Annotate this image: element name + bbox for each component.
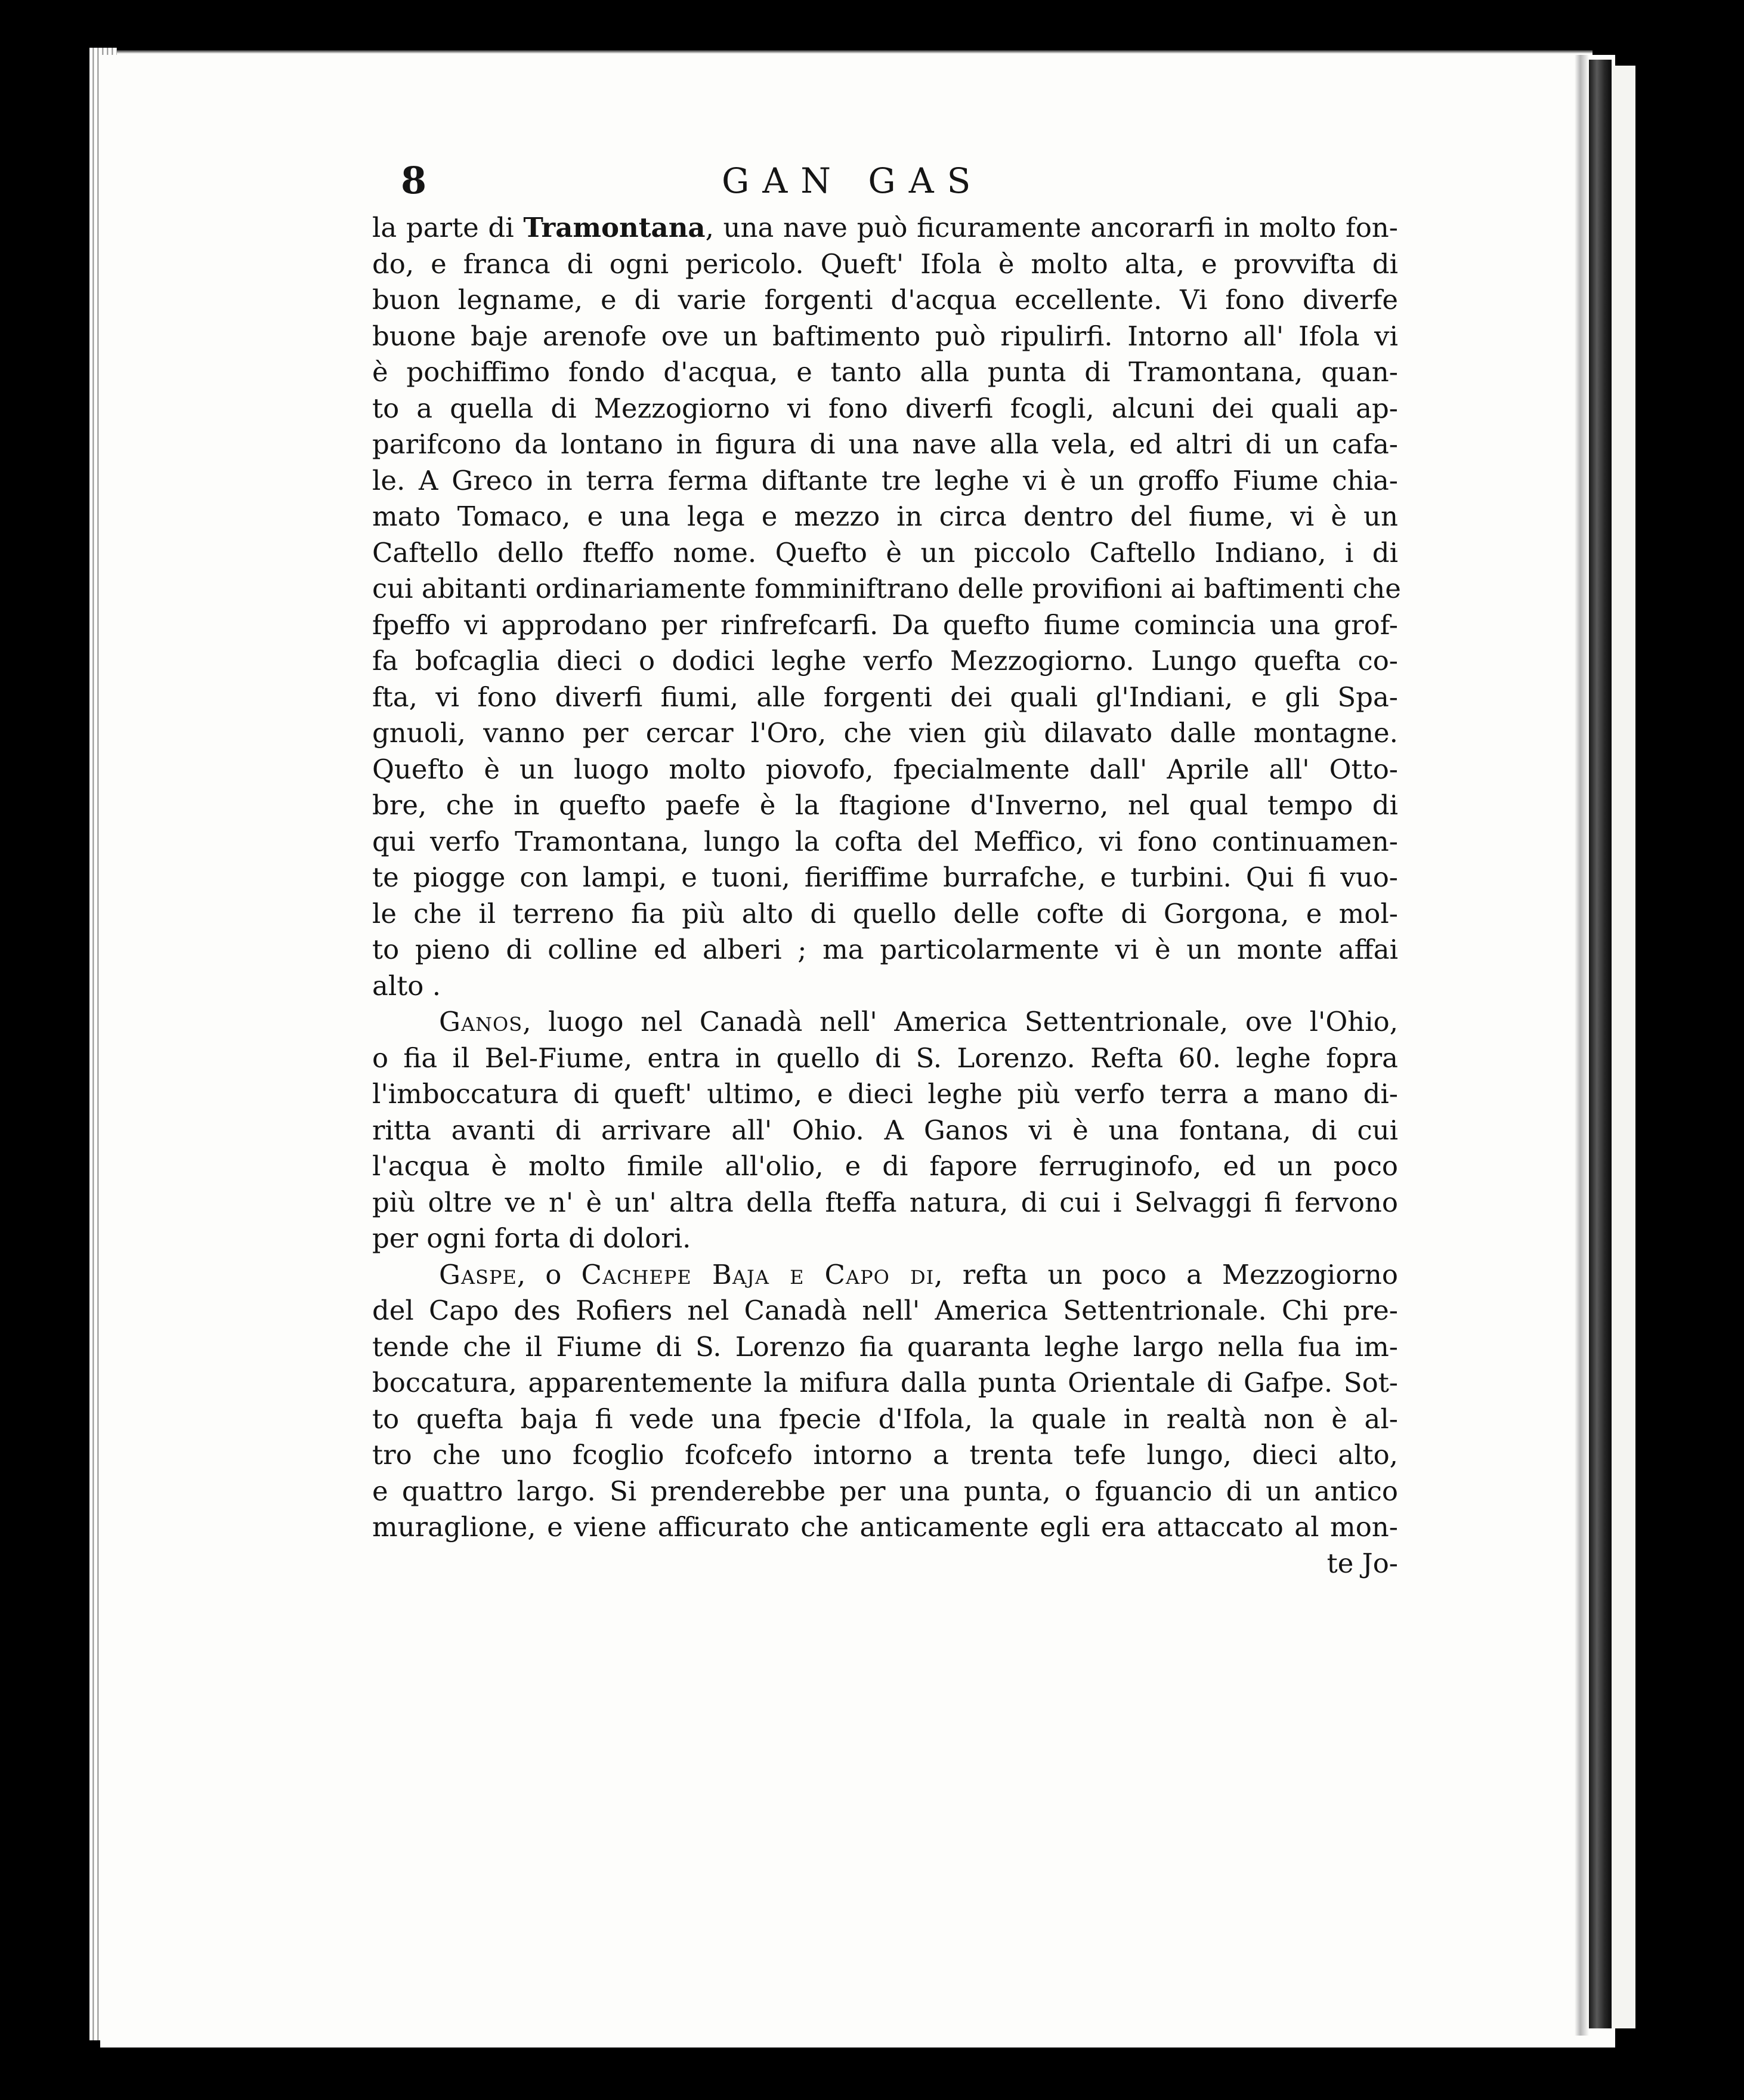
text-line: più oltre ve n' è un' altra della fteffa natura, di cui i Selvaggi fi fervono <box>372 1186 1398 1218</box>
text-line: do, e franca di ogni pericolo. Queft' Ifola è molto alta, e provvifta di <box>372 248 1398 280</box>
entry-lemma: Gaspe <box>439 1258 517 1290</box>
page-number: 8 <box>401 159 427 202</box>
running-head: GAN GAS <box>722 160 984 201</box>
text-line: parifcono da lontano in figura di una nave alla vela, ed altri di un cafa- <box>372 428 1398 460</box>
text-line: o fia il Bel-Fiume, entra in quello di S. Lorenzo. Refta 60. leghe fopra <box>372 1042 1398 1074</box>
text-line: alto . <box>372 969 441 1002</box>
text-line: ritta avanti di arrivare all' Ohio. A Ganos vi è una fontana, di cui <box>372 1114 1398 1146</box>
text-line: del Capo des Rofiers nel Canadà nell' America Settentrionale. Chi pre- <box>372 1295 1398 1326</box>
text-line: per ogni forta di dolori. <box>372 1222 691 1254</box>
body-text <box>372 210 1401 1582</box>
catchword: te Jo- <box>1326 1547 1398 1579</box>
text-line: è pochiffimo fondo d'acqua, e tanto alla punta di Tramontana, quan- <box>372 356 1398 388</box>
entry-lemma: Ganos <box>439 1006 523 1037</box>
text-line: l'acqua è molto fimile all'olio, e di fapore ferruginofo, ed un poco <box>372 1150 1398 1182</box>
text-line: cui abitanti ordinariamente fomminiftrano delle provifioni ai baftimenti che <box>372 573 1401 604</box>
text-line: to a quella di Mezzogiorno vi fono diverfi fcogli, alcuni dei quali ap- <box>372 392 1398 424</box>
text-line: la parte di Tramontana, una nave può ficuramente ancorarfi in molto fon- <box>372 212 1398 243</box>
book-spine <box>1589 60 1612 2028</box>
text-line: to quefta baja fi vede una fpecie d'Ifola, la quale in realtà non è al- <box>372 1403 1398 1435</box>
text-line: mato Tomaco, e una lega e mezzo in circa dentro del fiume, vi è un <box>372 501 1398 532</box>
text-line: Quefto è un luogo molto piovofo, fpecialmente dall' Aprile all' Otto- <box>372 753 1398 785</box>
text-line: fta, vi fono diverfi fiumi, alle forgenti dei quali gl'Indiani, e gli Spa- <box>372 681 1398 713</box>
text-line: Caftello dello fteffo nome. Quefto è un piccolo Caftello Indiano, i di <box>372 536 1398 569</box>
text-line: buone baje arenofe ove un baftimento può ripulirfi. Intorno all' Ifola vi <box>372 320 1398 352</box>
text-line: fpeffo vi approdano per rinfrefcarfi. Da quefto fiume comincia una grof- <box>372 609 1398 641</box>
text-line: qui verfo Tramontana, lungo la cofta del Meffico, vi fono continuamen- <box>372 825 1398 857</box>
text-line: le. A Greco in terra ferma diftante tre leghe vi è un groffo Fiume chia- <box>372 464 1398 496</box>
text-line: tro che uno fcoglio fcofcefo intorno a trenta tefe lungo, dieci alto, <box>372 1439 1398 1471</box>
gutter-shadow <box>1575 55 1589 2036</box>
entry-lemma: Cachepe Baja e Capo di <box>581 1258 935 1290</box>
text-line: tende che il Fiume di S. Lorenzo fia quaranta leghe largo nella fua im- <box>372 1330 1398 1363</box>
text-line: e quattro largo. Si prenderebbe per una punta, o fguancio di un antico <box>372 1475 1398 1507</box>
text-line: to pieno di colline ed alberi ; ma particolarmente vi è un monte affai <box>372 934 1398 965</box>
text-line: fa bofcaglia dieci o dodici leghe verfo Mezzogiorno. Lungo quefta co- <box>372 645 1398 677</box>
text-line: bre, che in quefto paefe è la ftagione d'Inverno, nel qual tempo di <box>372 789 1398 821</box>
entry-gaspe-first-line: Gaspe, o Cachepe Baja e Capo di, refta un poco a Mezzogiorno <box>439 1258 1398 1290</box>
text-line: te piogge con lampi, e tuoni, fieriffime burrafche, e turbini. Qui fi vuo- <box>372 861 1398 893</box>
text-line: gnuoli, vanno per cercar l'Oro, che vien giù dilavato dalle montagne. <box>372 717 1398 749</box>
text-line: l'imboccatura di queft' ultimo, e dieci leghe più verfo terra a mano di- <box>372 1078 1398 1110</box>
entry-ganos-first-line: Ganos, luogo nel Canadà nell' America Settentrionale, ove l'Ohio, <box>439 1006 1398 1037</box>
text-line: muraglione, e viene afficurato che anticamente egli era attaccato al mon- <box>372 1511 1398 1543</box>
text-line: buon legname, e di varie forgenti d'acqua eccellente. Vi fono diverfe <box>372 284 1398 316</box>
facing-page-edge <box>1612 66 1635 2028</box>
text-line: boccatura, apparentemente la mifura dalla punta Orientale di Gafpe. Sot- <box>372 1367 1398 1398</box>
text-line: le che il terreno fia più alto di quello delle cofte di Gorgona, e mol- <box>372 897 1398 929</box>
